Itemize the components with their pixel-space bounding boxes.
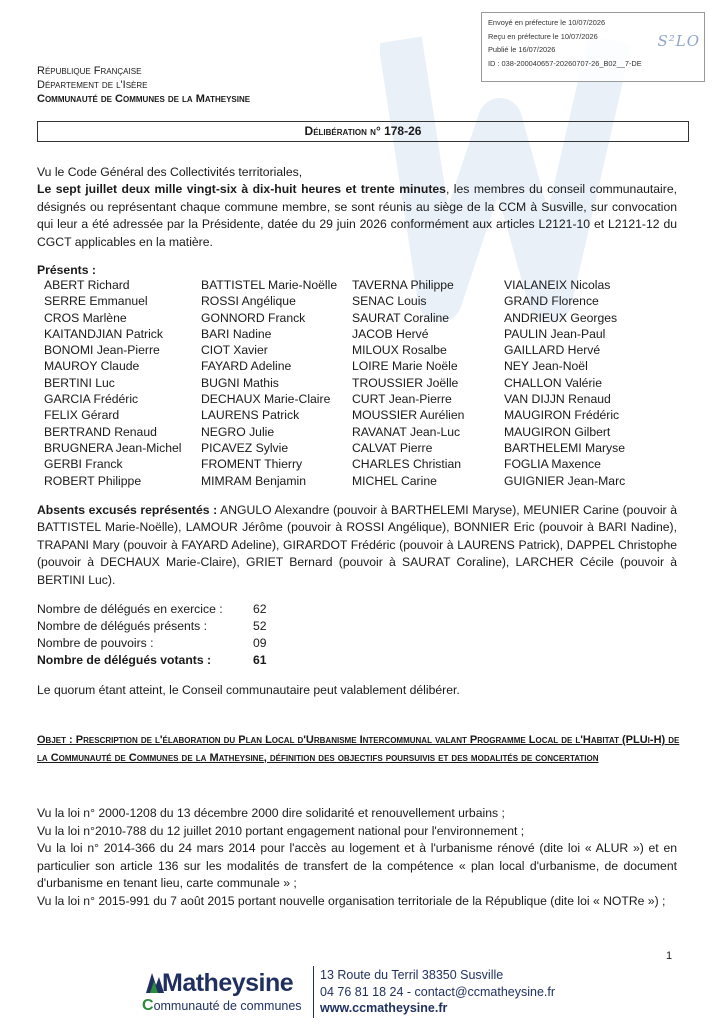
- present-member: SAURAT Coraline: [352, 310, 450, 325]
- present-member: MAUGIRON Frédéric: [504, 408, 620, 423]
- prefecture-stamp: [481, 12, 705, 82]
- count-presents-value: 52: [253, 619, 267, 633]
- logo-subtitle-c: C: [142, 997, 154, 1014]
- present-member: CROS Marlène: [44, 310, 127, 325]
- presents-column-1: [44, 277, 182, 489]
- present-member: CURT Jean-Pierre: [352, 392, 452, 407]
- header-departement: Département de l'Isère: [37, 79, 148, 91]
- intro-paragraph: [37, 164, 677, 251]
- present-member: SERRE Emmanuel: [44, 294, 148, 309]
- present-member: FAYARD Adeline: [201, 359, 292, 374]
- intro-meeting-date: Le sept juillet deux mille vingt-six à dix-huit heures et trente minutes: [37, 182, 446, 197]
- present-member: TAVERNA Philippe: [352, 278, 454, 292]
- present-member: ROSSI Angélique: [201, 294, 296, 309]
- present-member: FROMENT Thierry: [201, 457, 303, 472]
- law-item: Vu la loi n° 2000-1208 du 13 décembre 2000 dire solidarité et renouvellement urbains ;: [37, 806, 505, 820]
- page-number: 1: [666, 950, 673, 962]
- present-member: CHALLON Valérie: [504, 375, 602, 390]
- present-member: ROBERT Philippe: [44, 473, 142, 488]
- stamp-recu: Reçu en préfecture le 10/07/2026: [488, 31, 598, 41]
- present-member: BUGNI Mathis: [201, 375, 279, 390]
- present-member: GARCIA Frédéric: [44, 392, 139, 407]
- present-member: MILOUX Rosalbe: [352, 343, 447, 358]
- delegates-counts: [37, 601, 307, 669]
- count-exercice-value: 62: [253, 602, 267, 616]
- present-member: CHARLES Christian: [352, 457, 462, 472]
- present-member: TROUSSIER Joëlle: [352, 375, 459, 390]
- present-member: FOGLIA Maxence: [504, 457, 601, 472]
- present-member: LOIRE Marie Noële: [352, 359, 458, 374]
- stamp-signature: S²LO: [657, 32, 700, 50]
- stamp-publie: Publié le 16/07/2026: [488, 45, 556, 55]
- present-member: ABERT Richard: [44, 278, 130, 292]
- present-member: GRAND Florence: [504, 294, 599, 309]
- present-member: KAITANDJIAN Patrick: [44, 326, 163, 341]
- present-member: DECHAUX Marie-Claire: [201, 392, 331, 407]
- objet-heading: Objet : Prescription de l'élaboration du Plan Local d'Urbanisme Intercommunal valant Programme Local de l'Habitat (PLUi-H) de la Communauté de Communes de la Matheysine, définition des objectifs poursuivis et des modalités de concertation: [37, 734, 680, 764]
- count-pouvoirs-label: Nombre de pouvoirs :: [37, 636, 154, 650]
- matheysine-logo: [142, 965, 312, 1020]
- count-presents-label: Nombre de délégués présents :: [37, 619, 208, 633]
- present-member: BARTHELEMI Maryse: [504, 440, 625, 455]
- present-member: GERBI Franck: [44, 457, 123, 472]
- footer-contact: [320, 967, 555, 1017]
- intro-meeting-details: , les membres du conseil communautaire, désignés ou représentant chaque commune membre, se sont réunis au siège de la CCM à Susville, sur convocation qui leur a été adressée par la Présidente, datée du 29 juin 2026 conformément aux articles L2121-10 et L2121-12 du CGCT applicables en la matière.: [37, 182, 677, 249]
- header-communaute: Communauté de Communes de la Matheysine: [37, 93, 251, 105]
- law-item: Vu la loi n°2010-788 du 12 juillet 2010 portant engagement national pour l'environnement ;: [37, 823, 525, 838]
- count-votants-value: 61: [253, 653, 267, 667]
- absents-text: ANGULO Alexandre (pouvoir à BARTHELEMI Maryse), MEUNIER Carine (pouvoir à BATTISTEL Marie-Noëlle), LAMOUR Jérôme (pouvoir à ROSSI Angélique), BONNIER Eric (pouvoir à BARI Nadine), TRAPANI Mary (pouvoir à FAYARD Adeline), GIRARDOT Frédéric (pouvoir à LAURENS Patrick), DAPPEL Christophe (pouvoir à DECHAUX Marie-Claire), GRIET Bernard (pouvoir à SAURAT Coraline), LARCHER Cécile (pouvoir à BERTINI Luc).: [37, 503, 677, 587]
- present-member: MICHEL Carine: [352, 473, 437, 488]
- quorum-statement: Le quorum étant atteint, le Conseil communautaire peut valablement délibérer.: [37, 683, 460, 697]
- present-member: BERTINI Luc: [44, 375, 115, 390]
- present-member: ANDRIEUX Georges: [504, 310, 618, 325]
- present-member: VAN DIJJN Renaud: [504, 392, 611, 407]
- present-member: RAVANAT Jean-Luc: [352, 424, 461, 439]
- logo-subtitle: [142, 997, 302, 1015]
- present-member: BRUGNERA Jean-Michel: [44, 440, 182, 455]
- present-member: GONNORD Franck: [201, 310, 306, 325]
- absents-paragraph: [37, 502, 677, 589]
- absents-label: Absents excusés représentés :: [37, 503, 218, 517]
- presents-column-3: [352, 277, 464, 489]
- present-member: MOUSSIER Aurélien: [352, 408, 465, 423]
- logo-name: Matheysine: [162, 969, 294, 997]
- stamp-envoye: Envoyé en préfecture le 10/07/2026: [488, 18, 606, 27]
- present-member: JACOB Hervé: [352, 326, 429, 341]
- stamp-id: ID : 038-200040657-20260707-26_B02__7-DE: [488, 58, 642, 68]
- present-member: PICAVEZ Sylvie: [201, 440, 289, 455]
- presents-column-2: [201, 277, 337, 489]
- footer-website-link[interactable]: www.ccmatheysine.fr: [320, 1001, 448, 1015]
- present-member: BATTISTEL Marie-Noëlle: [201, 278, 338, 292]
- present-member: GUIGNIER Jean-Marc: [504, 473, 626, 488]
- present-member: MAUGIRON Gilbert: [504, 424, 611, 439]
- present-member: FELIX Gérard: [44, 408, 120, 423]
- footer-phone-email[interactable]: 04 76 81 18 24 - contact@ccmatheysine.fr: [320, 984, 556, 999]
- present-member: MIMRAM Benjamin: [201, 473, 306, 488]
- present-member: LAURENS Patrick: [201, 408, 300, 423]
- count-votants-label: Nombre de délégués votants :: [37, 653, 212, 667]
- present-member: PAULIN Jean-Paul: [504, 326, 606, 341]
- present-member: MAUROY Claude: [44, 359, 140, 374]
- present-member: BARI Nadine: [201, 326, 272, 341]
- intro-meeting-text: [37, 181, 677, 251]
- presents-label: Présents :: [37, 263, 96, 277]
- count-exercice-label: Nombre de délégués en exercice :: [37, 602, 223, 616]
- header-republique: République Française: [37, 65, 142, 77]
- present-member: SENAC Louis: [352, 294, 427, 309]
- present-member: GAILLARD Hervé: [504, 343, 601, 358]
- present-member: CIOT Xavier: [201, 343, 268, 358]
- law-item: Vu la loi n° 2014-366 du 24 mars 2014 pour l'accès au logement et à l'urbanisme rénové (dite loi « ALUR ») et en particulier son article 136 sur les modalités de transfert de la compétence « plan local d'urbanisme, de document d'urbanisme en tenant lieu, carte communale » ;: [37, 841, 677, 891]
- present-member: CALVAT Pierre: [352, 440, 433, 455]
- logo-subtitle-rest: ommunauté de communes: [153, 999, 302, 1013]
- count-pouvoirs-value: 09: [253, 636, 267, 650]
- present-member: BERTRAND Renaud: [44, 424, 157, 439]
- footer-divider: [313, 966, 314, 1018]
- law-item: Vu la loi n° 2015-991 du 7 août 2015 portant nouvelle organisation territoriale de la République (dite loi « NOTRe ») ;: [37, 893, 666, 908]
- footer-address: 13 Route du Terril 38350 Susville: [320, 968, 504, 982]
- deliberation-title: Délibération n° 178-26: [37, 121, 689, 142]
- present-member: VIALANEIX Nicolas: [504, 278, 611, 292]
- present-member: NEY Jean-Noël: [504, 359, 588, 374]
- intro-code-reference: Vu le Code Général des Collectivités territoriales,: [37, 165, 303, 179]
- presents-column-4: [504, 277, 625, 489]
- present-member: NEGRO Julie: [201, 424, 275, 439]
- document-header: [37, 64, 250, 106]
- present-member: BONOMI Jean-Pierre: [44, 343, 160, 358]
- laws-list: [37, 805, 677, 911]
